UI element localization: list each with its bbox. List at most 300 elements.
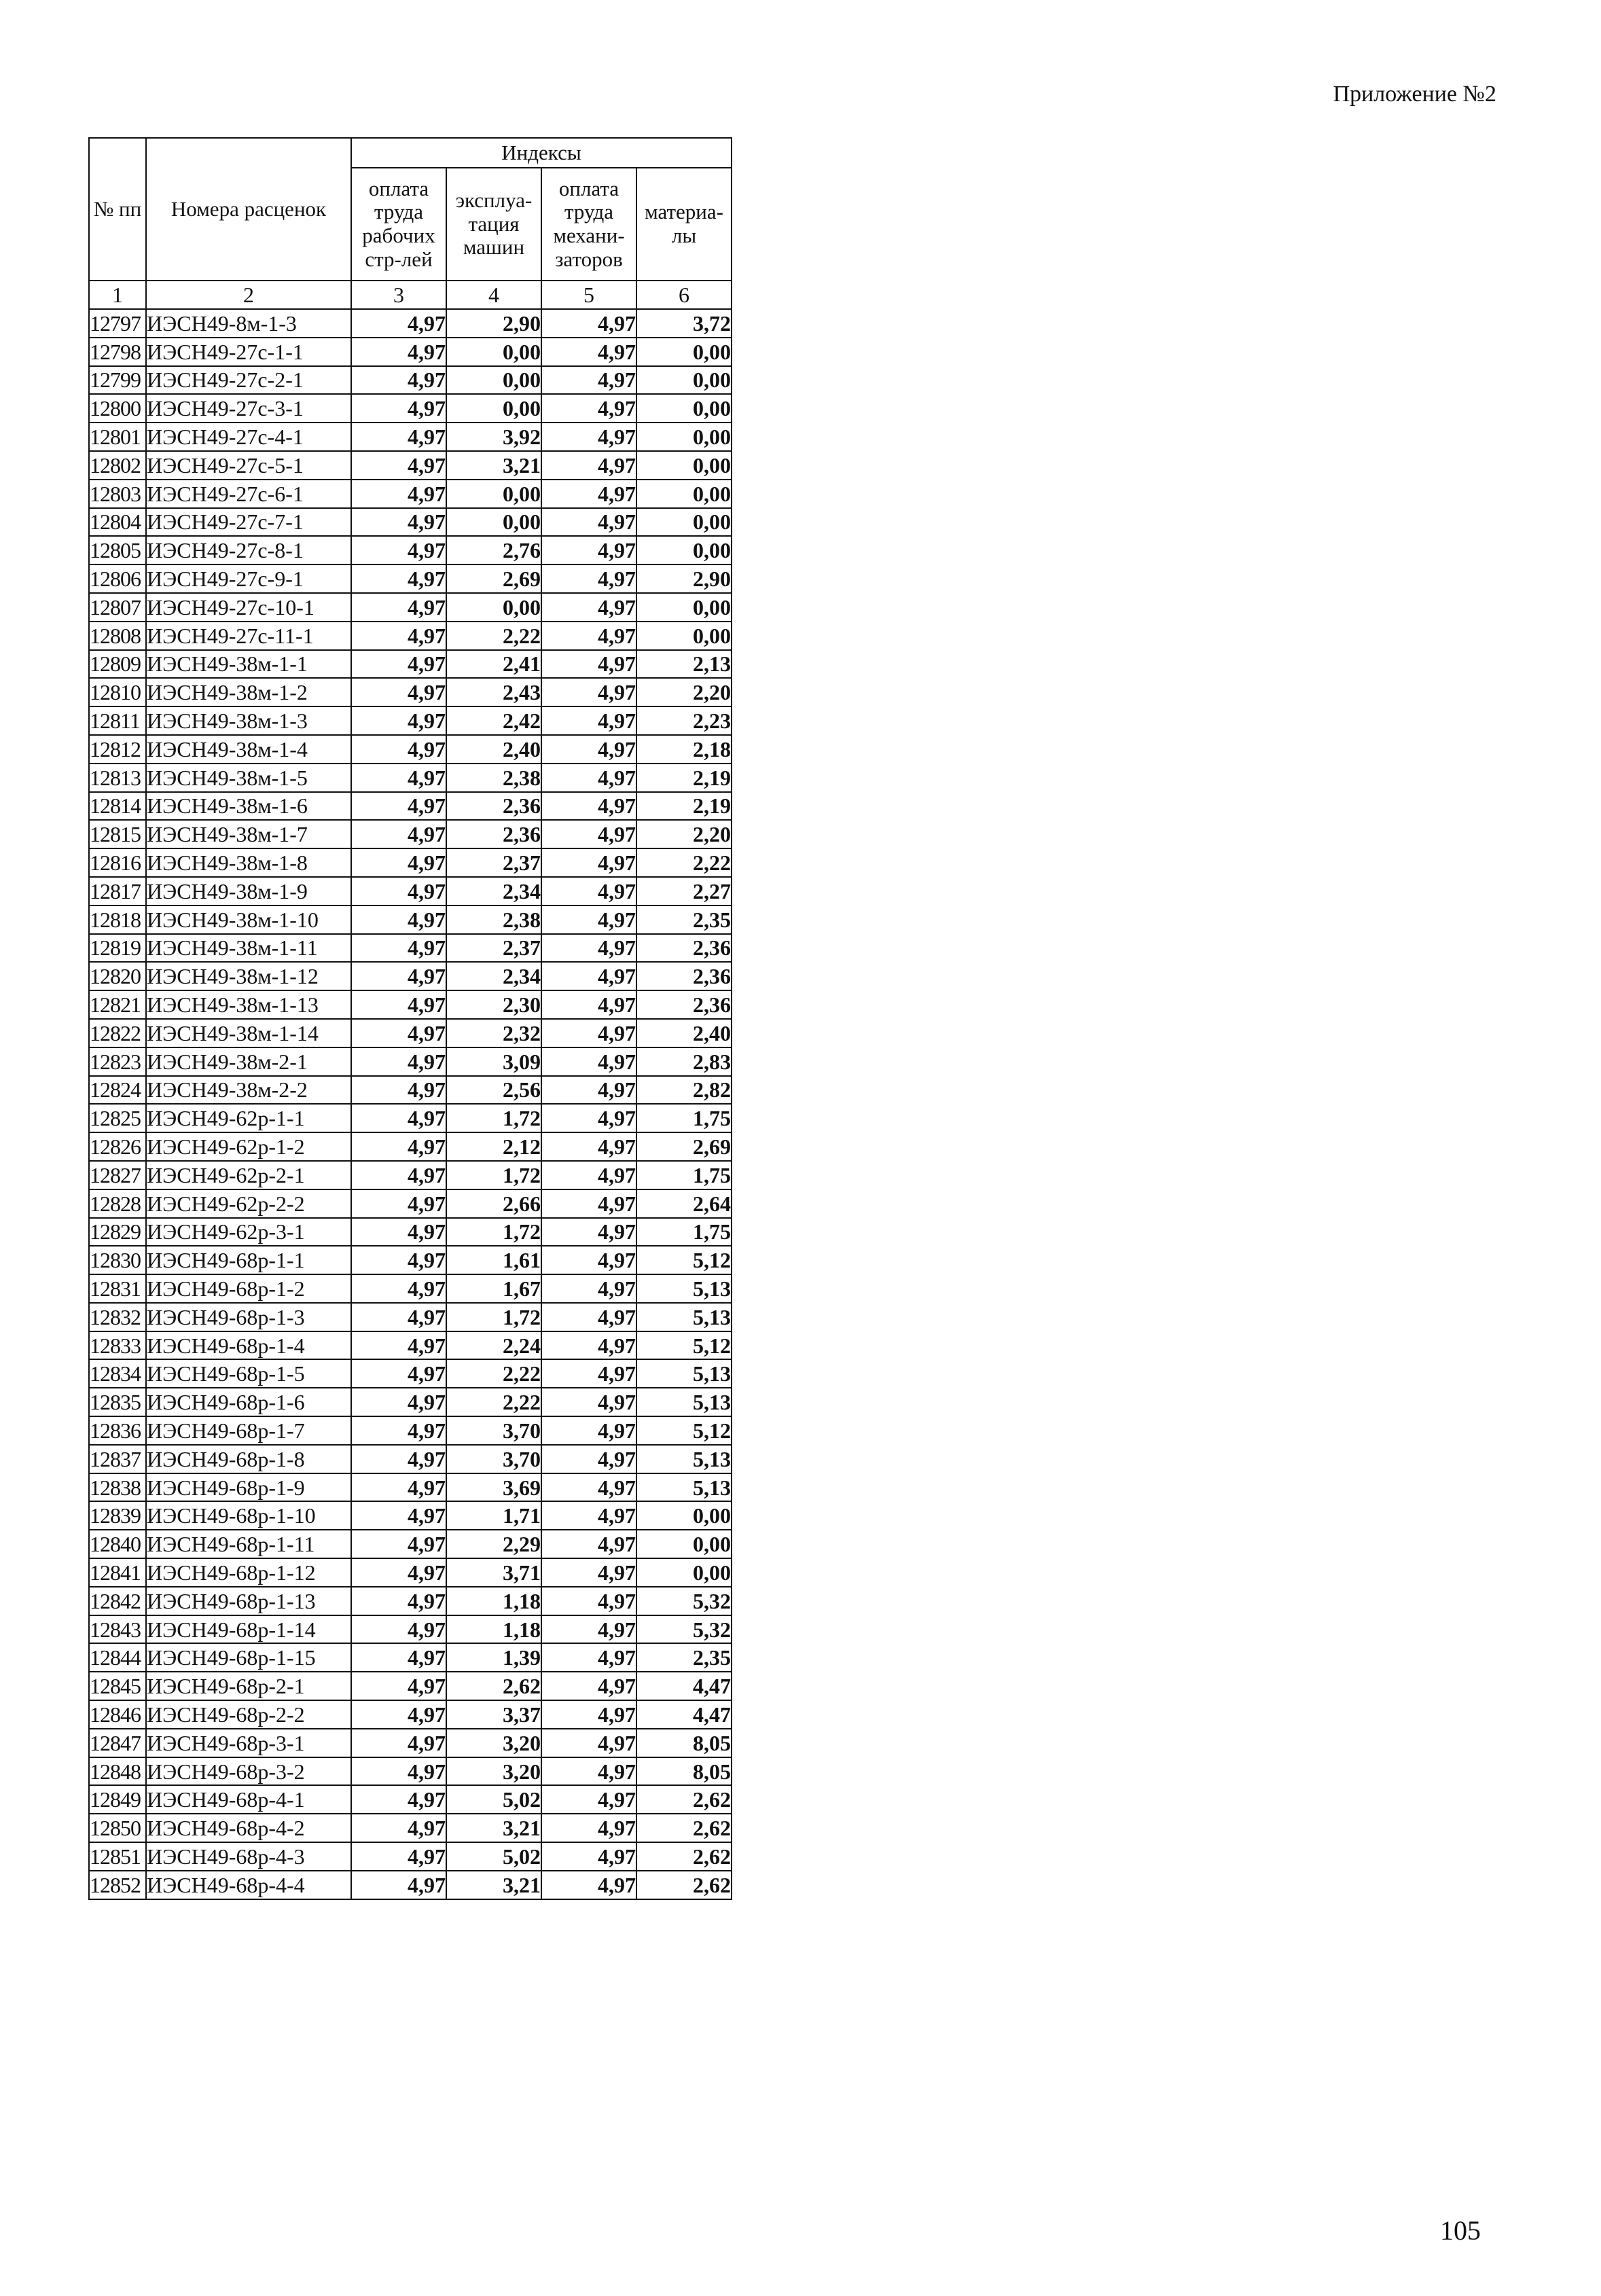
table-row — [89, 877, 732, 905]
table-row — [89, 1842, 732, 1871]
materials-index-cell: 0,00 — [636, 1558, 732, 1587]
rate-code-cell: ИЭСН49-68р-3-2 — [146, 1757, 351, 1786]
row-number-cell: 12838 — [89, 1473, 146, 1502]
worker-wage-index-cell: 4,97 — [351, 1814, 446, 1842]
materials-index-cell: 2,62 — [636, 1871, 732, 1899]
table-row — [89, 1445, 732, 1473]
materials-index-cell: 1,75 — [636, 1104, 732, 1132]
rate-code-cell: ИЭСН49-27с-2-1 — [146, 366, 351, 395]
table-row — [89, 848, 732, 877]
machinist-wage-index-cell: 4,97 — [541, 394, 636, 423]
table-row — [89, 706, 732, 735]
worker-wage-index-cell: 4,97 — [351, 1587, 446, 1615]
materials-index-cell: 0,00 — [636, 394, 732, 423]
worker-wage-index-cell: 4,97 — [351, 962, 446, 990]
worker-wage-index-cell: 4,97 — [351, 1871, 446, 1899]
row-number-cell: 12797 — [89, 309, 146, 338]
table-row — [89, 1643, 732, 1672]
row-number-cell: 12833 — [89, 1331, 146, 1360]
materials-index-cell: 0,00 — [636, 480, 732, 508]
row-number-cell: 12827 — [89, 1161, 146, 1189]
row-number-cell: 12850 — [89, 1814, 146, 1842]
row-number-cell: 12800 — [89, 394, 146, 423]
row-number-cell: 12825 — [89, 1104, 146, 1132]
materials-index-cell: 0,00 — [636, 423, 732, 451]
machine-index-cell: 2,37 — [446, 934, 541, 963]
materials-index-cell: 2,36 — [636, 962, 732, 990]
rate-code-cell: ИЭСН49-68р-3-1 — [146, 1729, 351, 1757]
machinist-wage-index-cell: 4,97 — [541, 1161, 636, 1189]
machinist-wage-index-cell: 4,97 — [541, 1274, 636, 1303]
row-number-cell: 12806 — [89, 564, 146, 593]
table-row — [89, 678, 732, 706]
machinist-wage-index-cell: 4,97 — [541, 508, 636, 537]
row-number-cell: 12817 — [89, 877, 146, 905]
machine-index-cell: 3,70 — [446, 1416, 541, 1445]
machine-index-cell: 3,20 — [446, 1729, 541, 1757]
machinist-wage-index-cell: 4,97 — [541, 1587, 636, 1615]
materials-index-cell: 0,00 — [636, 536, 732, 564]
table-row — [89, 1076, 732, 1105]
machine-index-cell: 3,71 — [446, 1558, 541, 1587]
table-row — [89, 423, 732, 451]
materials-index-cell: 5,13 — [636, 1388, 732, 1416]
header-rate-numbers: Номера расценок — [146, 138, 351, 281]
machine-index-cell: 2,36 — [446, 792, 541, 821]
worker-wage-index-cell: 4,97 — [351, 990, 446, 1019]
machinist-wage-index-cell: 4,97 — [541, 564, 636, 593]
row-number-cell: 12839 — [89, 1501, 146, 1530]
header-row-number: № пп — [89, 138, 146, 281]
machinist-wage-index-cell: 4,97 — [541, 1530, 636, 1558]
rate-code-cell: ИЭСН49-27с-7-1 — [146, 508, 351, 537]
table-row — [89, 1587, 732, 1615]
worker-wage-index-cell: 4,97 — [351, 1104, 446, 1132]
machine-index-cell: 3,20 — [446, 1757, 541, 1786]
row-number-cell: 12848 — [89, 1757, 146, 1786]
machine-index-cell: 2,69 — [446, 564, 541, 593]
worker-wage-index-cell: 4,97 — [351, 508, 446, 537]
machine-index-cell: 0,00 — [446, 508, 541, 537]
row-number-cell: 12846 — [89, 1700, 146, 1729]
row-number-cell: 12816 — [89, 848, 146, 877]
machine-index-cell: 1,71 — [446, 1501, 541, 1530]
machine-index-cell: 0,00 — [446, 338, 541, 366]
machinist-wage-index-cell: 4,97 — [541, 1104, 636, 1132]
table-row — [89, 1700, 732, 1729]
rate-code-cell: ИЭСН49-27с-8-1 — [146, 536, 351, 564]
machinist-wage-index-cell: 4,97 — [541, 451, 636, 480]
materials-index-cell: 2,18 — [636, 735, 732, 764]
header-machinist-wages: оплата труда механи-заторов — [541, 168, 636, 281]
worker-wage-index-cell: 4,97 — [351, 905, 446, 934]
table-row — [89, 508, 732, 537]
materials-index-cell: 2,36 — [636, 934, 732, 963]
machine-index-cell: 2,43 — [446, 678, 541, 706]
worker-wage-index-cell: 4,97 — [351, 1047, 446, 1076]
table-row — [89, 1615, 732, 1644]
table-row — [89, 1132, 732, 1161]
row-number-cell: 12831 — [89, 1274, 146, 1303]
machine-index-cell: 2,76 — [446, 536, 541, 564]
table-row — [89, 650, 732, 679]
table-row — [89, 1019, 732, 1047]
worker-wage-index-cell: 4,97 — [351, 1416, 446, 1445]
machine-index-cell: 2,41 — [446, 650, 541, 679]
machinist-wage-index-cell: 4,97 — [541, 423, 636, 451]
table-row — [89, 934, 732, 963]
materials-index-cell: 0,00 — [636, 593, 732, 622]
worker-wage-index-cell: 4,97 — [351, 1842, 446, 1871]
rate-code-cell: ИЭСН49-68р-1-8 — [146, 1445, 351, 1473]
row-number-cell: 12835 — [89, 1388, 146, 1416]
machine-index-cell: 2,36 — [446, 820, 541, 848]
machinist-wage-index-cell: 4,97 — [541, 1615, 636, 1644]
row-number-cell: 12849 — [89, 1785, 146, 1814]
machinist-wage-index-cell: 4,97 — [541, 1785, 636, 1814]
rate-code-cell: ИЭСН49-38м-1-13 — [146, 990, 351, 1019]
worker-wage-index-cell: 4,97 — [351, 1501, 446, 1530]
machinist-wage-index-cell: 4,97 — [541, 1416, 636, 1445]
table-row — [89, 564, 732, 593]
table-row — [89, 622, 732, 650]
worker-wage-index-cell: 4,97 — [351, 792, 446, 821]
rate-code-cell: ИЭСН49-68р-1-4 — [146, 1331, 351, 1360]
worker-wage-index-cell: 4,97 — [351, 1615, 446, 1644]
machine-index-cell: 1,18 — [446, 1587, 541, 1615]
machinist-wage-index-cell: 4,97 — [541, 1643, 636, 1672]
machinist-wage-index-cell: 4,97 — [541, 593, 636, 622]
worker-wage-index-cell: 4,97 — [351, 622, 446, 650]
rate-code-cell: ИЭСН49-38м-1-5 — [146, 764, 351, 792]
row-number-cell: 12840 — [89, 1530, 146, 1558]
rate-code-cell: ИЭСН49-68р-1-14 — [146, 1615, 351, 1644]
machine-index-cell: 3,21 — [446, 1814, 541, 1842]
rate-code-cell: ИЭСН49-38м-2-1 — [146, 1047, 351, 1076]
materials-index-cell: 2,19 — [636, 764, 732, 792]
machinist-wage-index-cell: 4,97 — [541, 1445, 636, 1473]
machinist-wage-index-cell: 4,97 — [541, 820, 636, 848]
machine-index-cell: 3,21 — [446, 451, 541, 480]
row-number-cell: 12801 — [89, 423, 146, 451]
rate-code-cell: ИЭСН49-38м-1-9 — [146, 877, 351, 905]
materials-index-cell: 2,20 — [636, 678, 732, 706]
machine-index-cell: 0,00 — [446, 366, 541, 395]
machine-index-cell: 2,38 — [446, 764, 541, 792]
row-number-cell: 12829 — [89, 1218, 146, 1246]
row-number-cell: 12841 — [89, 1558, 146, 1587]
machine-index-cell: 2,34 — [446, 877, 541, 905]
rate-code-cell: ИЭСН49-38м-1-11 — [146, 934, 351, 963]
rate-code-cell: ИЭСН49-38м-1-14 — [146, 1019, 351, 1047]
machine-index-cell: 0,00 — [446, 593, 541, 622]
worker-wage-index-cell: 4,97 — [351, 1076, 446, 1105]
rate-code-cell: ИЭСН49-68р-1-6 — [146, 1388, 351, 1416]
worker-wage-index-cell: 4,97 — [351, 366, 446, 395]
table-body — [89, 309, 732, 1899]
row-number-cell: 12845 — [89, 1672, 146, 1700]
table-row — [89, 593, 732, 622]
worker-wage-index-cell: 4,97 — [351, 1700, 446, 1729]
rate-code-cell: ИЭСН49-38м-1-2 — [146, 678, 351, 706]
column-number: 6 — [636, 281, 732, 309]
materials-index-cell: 0,00 — [636, 1501, 732, 1530]
machinist-wage-index-cell: 4,97 — [541, 735, 636, 764]
machine-index-cell: 1,72 — [446, 1218, 541, 1246]
column-number: 3 — [351, 281, 446, 309]
worker-wage-index-cell: 4,97 — [351, 764, 446, 792]
table-row — [89, 905, 732, 934]
worker-wage-index-cell: 4,97 — [351, 1530, 446, 1558]
row-number-cell: 12837 — [89, 1445, 146, 1473]
column-number: 4 — [446, 281, 541, 309]
materials-index-cell: 2,62 — [636, 1842, 732, 1871]
rate-code-cell: ИЭСН49-68р-1-15 — [146, 1643, 351, 1672]
column-number: 1 — [89, 281, 146, 309]
row-number-cell: 12799 — [89, 366, 146, 395]
rate-code-cell: ИЭСН49-68р-2-2 — [146, 1700, 351, 1729]
rate-code-cell: ИЭСН49-38м-1-7 — [146, 820, 351, 848]
row-number-cell: 12805 — [89, 536, 146, 564]
materials-index-cell: 8,05 — [636, 1729, 732, 1757]
machinist-wage-index-cell: 4,97 — [541, 1246, 636, 1274]
materials-index-cell: 5,12 — [636, 1416, 732, 1445]
table-row — [89, 480, 732, 508]
machine-index-cell: 2,12 — [446, 1132, 541, 1161]
worker-wage-index-cell: 4,97 — [351, 1303, 446, 1331]
machinist-wage-index-cell: 4,97 — [541, 1473, 636, 1502]
table-row — [89, 1274, 732, 1303]
rate-code-cell: ИЭСН49-27с-4-1 — [146, 423, 351, 451]
table-row — [89, 1814, 732, 1842]
rate-code-cell: ИЭСН49-68р-1-5 — [146, 1359, 351, 1388]
table-row — [89, 394, 732, 423]
row-number-cell: 12812 — [89, 735, 146, 764]
machine-index-cell: 3,70 — [446, 1445, 541, 1473]
machinist-wage-index-cell: 4,97 — [541, 536, 636, 564]
machinist-wage-index-cell: 4,97 — [541, 1729, 636, 1757]
row-number-cell: 12815 — [89, 820, 146, 848]
machinist-wage-index-cell: 4,97 — [541, 905, 636, 934]
machinist-wage-index-cell: 4,97 — [541, 480, 636, 508]
materials-index-cell: 2,82 — [636, 1076, 732, 1105]
materials-index-cell: 0,00 — [636, 338, 732, 366]
materials-index-cell: 8,05 — [636, 1757, 732, 1786]
materials-index-cell: 2,27 — [636, 877, 732, 905]
row-number-cell: 12821 — [89, 990, 146, 1019]
table-row — [89, 1161, 732, 1189]
worker-wage-index-cell: 4,97 — [351, 1218, 446, 1246]
machine-index-cell: 2,22 — [446, 622, 541, 650]
row-number-cell: 12824 — [89, 1076, 146, 1105]
header-worker-wages: оплата труда рабочих стр-лей — [351, 168, 446, 281]
rate-code-cell: ИЭСН49-38м-1-1 — [146, 650, 351, 679]
rate-code-cell: ИЭСН49-27с-1-1 — [146, 338, 351, 366]
worker-wage-index-cell: 4,97 — [351, 451, 446, 480]
rate-code-cell: ИЭСН49-68р-1-3 — [146, 1303, 351, 1331]
table-row — [89, 1189, 732, 1218]
table-row — [89, 1672, 732, 1700]
table-row — [89, 1757, 732, 1786]
machinist-wage-index-cell: 4,97 — [541, 678, 636, 706]
machine-index-cell: 3,37 — [446, 1700, 541, 1729]
materials-index-cell: 1,75 — [636, 1161, 732, 1189]
header-materials: материа-лы — [636, 168, 732, 281]
table-row — [89, 451, 732, 480]
row-number-cell: 12818 — [89, 905, 146, 934]
worker-wage-index-cell: 4,97 — [351, 877, 446, 905]
machinist-wage-index-cell: 4,97 — [541, 1871, 636, 1899]
rate-code-cell: ИЭСН49-68р-1-1 — [146, 1246, 351, 1274]
machine-index-cell: 2,22 — [446, 1359, 541, 1388]
table-row — [89, 1388, 732, 1416]
rate-code-cell: ИЭСН49-27с-10-1 — [146, 593, 351, 622]
materials-index-cell: 5,32 — [636, 1587, 732, 1615]
row-number-cell: 12814 — [89, 792, 146, 821]
machinist-wage-index-cell: 4,97 — [541, 990, 636, 1019]
machinist-wage-index-cell: 4,97 — [541, 309, 636, 338]
machinist-wage-index-cell: 4,97 — [541, 1501, 636, 1530]
machine-index-cell: 3,69 — [446, 1473, 541, 1502]
materials-index-cell: 2,23 — [636, 706, 732, 735]
machine-index-cell: 2,42 — [446, 706, 541, 735]
worker-wage-index-cell: 4,97 — [351, 820, 446, 848]
machine-index-cell: 1,67 — [446, 1274, 541, 1303]
machine-index-cell: 2,32 — [446, 1019, 541, 1047]
machinist-wage-index-cell: 4,97 — [541, 934, 636, 963]
machinist-wage-index-cell: 4,97 — [541, 1132, 636, 1161]
materials-index-cell: 5,13 — [636, 1473, 732, 1502]
machine-index-cell: 2,40 — [446, 735, 541, 764]
materials-index-cell: 5,12 — [636, 1331, 732, 1360]
materials-index-cell: 2,62 — [636, 1814, 732, 1842]
machinist-wage-index-cell: 4,97 — [541, 1076, 636, 1105]
rate-code-cell: ИЭСН49-68р-1-13 — [146, 1587, 351, 1615]
rate-code-cell: ИЭСН49-27с-9-1 — [146, 564, 351, 593]
worker-wage-index-cell: 4,97 — [351, 1757, 446, 1786]
machinist-wage-index-cell: 4,97 — [541, 877, 636, 905]
machine-index-cell: 1,72 — [446, 1104, 541, 1132]
table-row — [89, 536, 732, 564]
machinist-wage-index-cell: 4,97 — [541, 1331, 636, 1360]
row-number-cell: 12844 — [89, 1643, 146, 1672]
rate-code-cell: ИЭСН49-38м-1-12 — [146, 962, 351, 990]
worker-wage-index-cell: 4,97 — [351, 394, 446, 423]
rate-code-cell: ИЭСН49-68р-4-3 — [146, 1842, 351, 1871]
row-number-cell: 12811 — [89, 706, 146, 735]
rate-code-cell: ИЭСН49-68р-4-2 — [146, 1814, 351, 1842]
worker-wage-index-cell: 4,97 — [351, 1729, 446, 1757]
machine-index-cell: 2,90 — [446, 309, 541, 338]
row-number-cell: 12842 — [89, 1587, 146, 1615]
rate-code-cell: ИЭСН49-68р-1-10 — [146, 1501, 351, 1530]
table-row — [89, 366, 732, 395]
rate-code-cell: ИЭСН49-38м-1-8 — [146, 848, 351, 877]
worker-wage-index-cell: 4,97 — [351, 848, 446, 877]
materials-index-cell: 0,00 — [636, 1530, 732, 1558]
machine-index-cell: 2,56 — [446, 1076, 541, 1105]
table-row — [89, 764, 732, 792]
row-number-cell: 12832 — [89, 1303, 146, 1331]
column-number: 5 — [541, 281, 636, 309]
materials-index-cell: 2,36 — [636, 990, 732, 1019]
materials-index-cell: 2,83 — [636, 1047, 732, 1076]
machine-index-cell: 5,02 — [446, 1785, 541, 1814]
table-row — [89, 1359, 732, 1388]
materials-index-cell: 2,13 — [636, 650, 732, 679]
materials-index-cell: 5,13 — [636, 1274, 732, 1303]
row-number-cell: 12834 — [89, 1359, 146, 1388]
worker-wage-index-cell: 4,97 — [351, 1189, 446, 1218]
header-indices: Индексы — [351, 138, 732, 168]
worker-wage-index-cell: 4,97 — [351, 706, 446, 735]
worker-wage-index-cell: 4,97 — [351, 1785, 446, 1814]
worker-wage-index-cell: 4,97 — [351, 1359, 446, 1388]
materials-index-cell: 5,32 — [636, 1615, 732, 1644]
machinist-wage-index-cell: 4,97 — [541, 1019, 636, 1047]
rate-code-cell: ИЭСН49-68р-1-7 — [146, 1416, 351, 1445]
worker-wage-index-cell: 4,97 — [351, 1246, 446, 1274]
machine-index-cell: 1,39 — [446, 1643, 541, 1672]
worker-wage-index-cell: 4,97 — [351, 1672, 446, 1700]
rate-code-cell: ИЭСН49-62р-2-1 — [146, 1161, 351, 1189]
machinist-wage-index-cell: 4,97 — [541, 792, 636, 821]
machine-index-cell: 2,22 — [446, 1388, 541, 1416]
row-number-cell: 12820 — [89, 962, 146, 990]
worker-wage-index-cell: 4,97 — [351, 1445, 446, 1473]
worker-wage-index-cell: 4,97 — [351, 1643, 446, 1672]
materials-index-cell: 2,19 — [636, 792, 732, 821]
materials-index-cell: 2,35 — [636, 1643, 732, 1672]
rate-code-cell: ИЭСН49-27с-11-1 — [146, 622, 351, 650]
row-number-cell: 12826 — [89, 1132, 146, 1161]
table-row — [89, 1416, 732, 1445]
table-row — [89, 1785, 732, 1814]
worker-wage-index-cell: 4,97 — [351, 338, 446, 366]
machine-index-cell: 2,37 — [446, 848, 541, 877]
row-number-cell: 12807 — [89, 593, 146, 622]
machine-index-cell: 2,34 — [446, 962, 541, 990]
worker-wage-index-cell: 4,97 — [351, 735, 446, 764]
worker-wage-index-cell: 4,97 — [351, 1388, 446, 1416]
table-row — [89, 1303, 732, 1331]
rate-code-cell: ИЭСН49-27с-5-1 — [146, 451, 351, 480]
machinist-wage-index-cell: 4,97 — [541, 650, 636, 679]
rate-code-cell: ИЭСН49-68р-4-1 — [146, 1785, 351, 1814]
row-number-cell: 12830 — [89, 1246, 146, 1274]
materials-index-cell: 5,12 — [636, 1246, 732, 1274]
machine-index-cell: 3,92 — [446, 423, 541, 451]
machinist-wage-index-cell: 4,97 — [541, 1189, 636, 1218]
row-number-cell: 12836 — [89, 1416, 146, 1445]
table-row — [89, 962, 732, 990]
worker-wage-index-cell: 4,97 — [351, 1132, 446, 1161]
row-number-cell: 12802 — [89, 451, 146, 480]
rate-code-cell: ИЭСН49-27с-3-1 — [146, 394, 351, 423]
materials-index-cell: 4,47 — [636, 1672, 732, 1700]
row-number-cell: 12851 — [89, 1842, 146, 1871]
rate-code-cell: ИЭСН49-68р-4-4 — [146, 1871, 351, 1899]
row-number-cell: 12810 — [89, 678, 146, 706]
machine-index-cell: 1,18 — [446, 1615, 541, 1644]
column-number: 2 — [146, 281, 351, 309]
machine-index-cell: 0,00 — [446, 394, 541, 423]
rate-code-cell: ИЭСН49-38м-2-2 — [146, 1076, 351, 1105]
table-row — [89, 1530, 732, 1558]
materials-index-cell: 2,22 — [636, 848, 732, 877]
table-row — [89, 990, 732, 1019]
page-number: 105 — [1440, 2215, 1481, 2246]
